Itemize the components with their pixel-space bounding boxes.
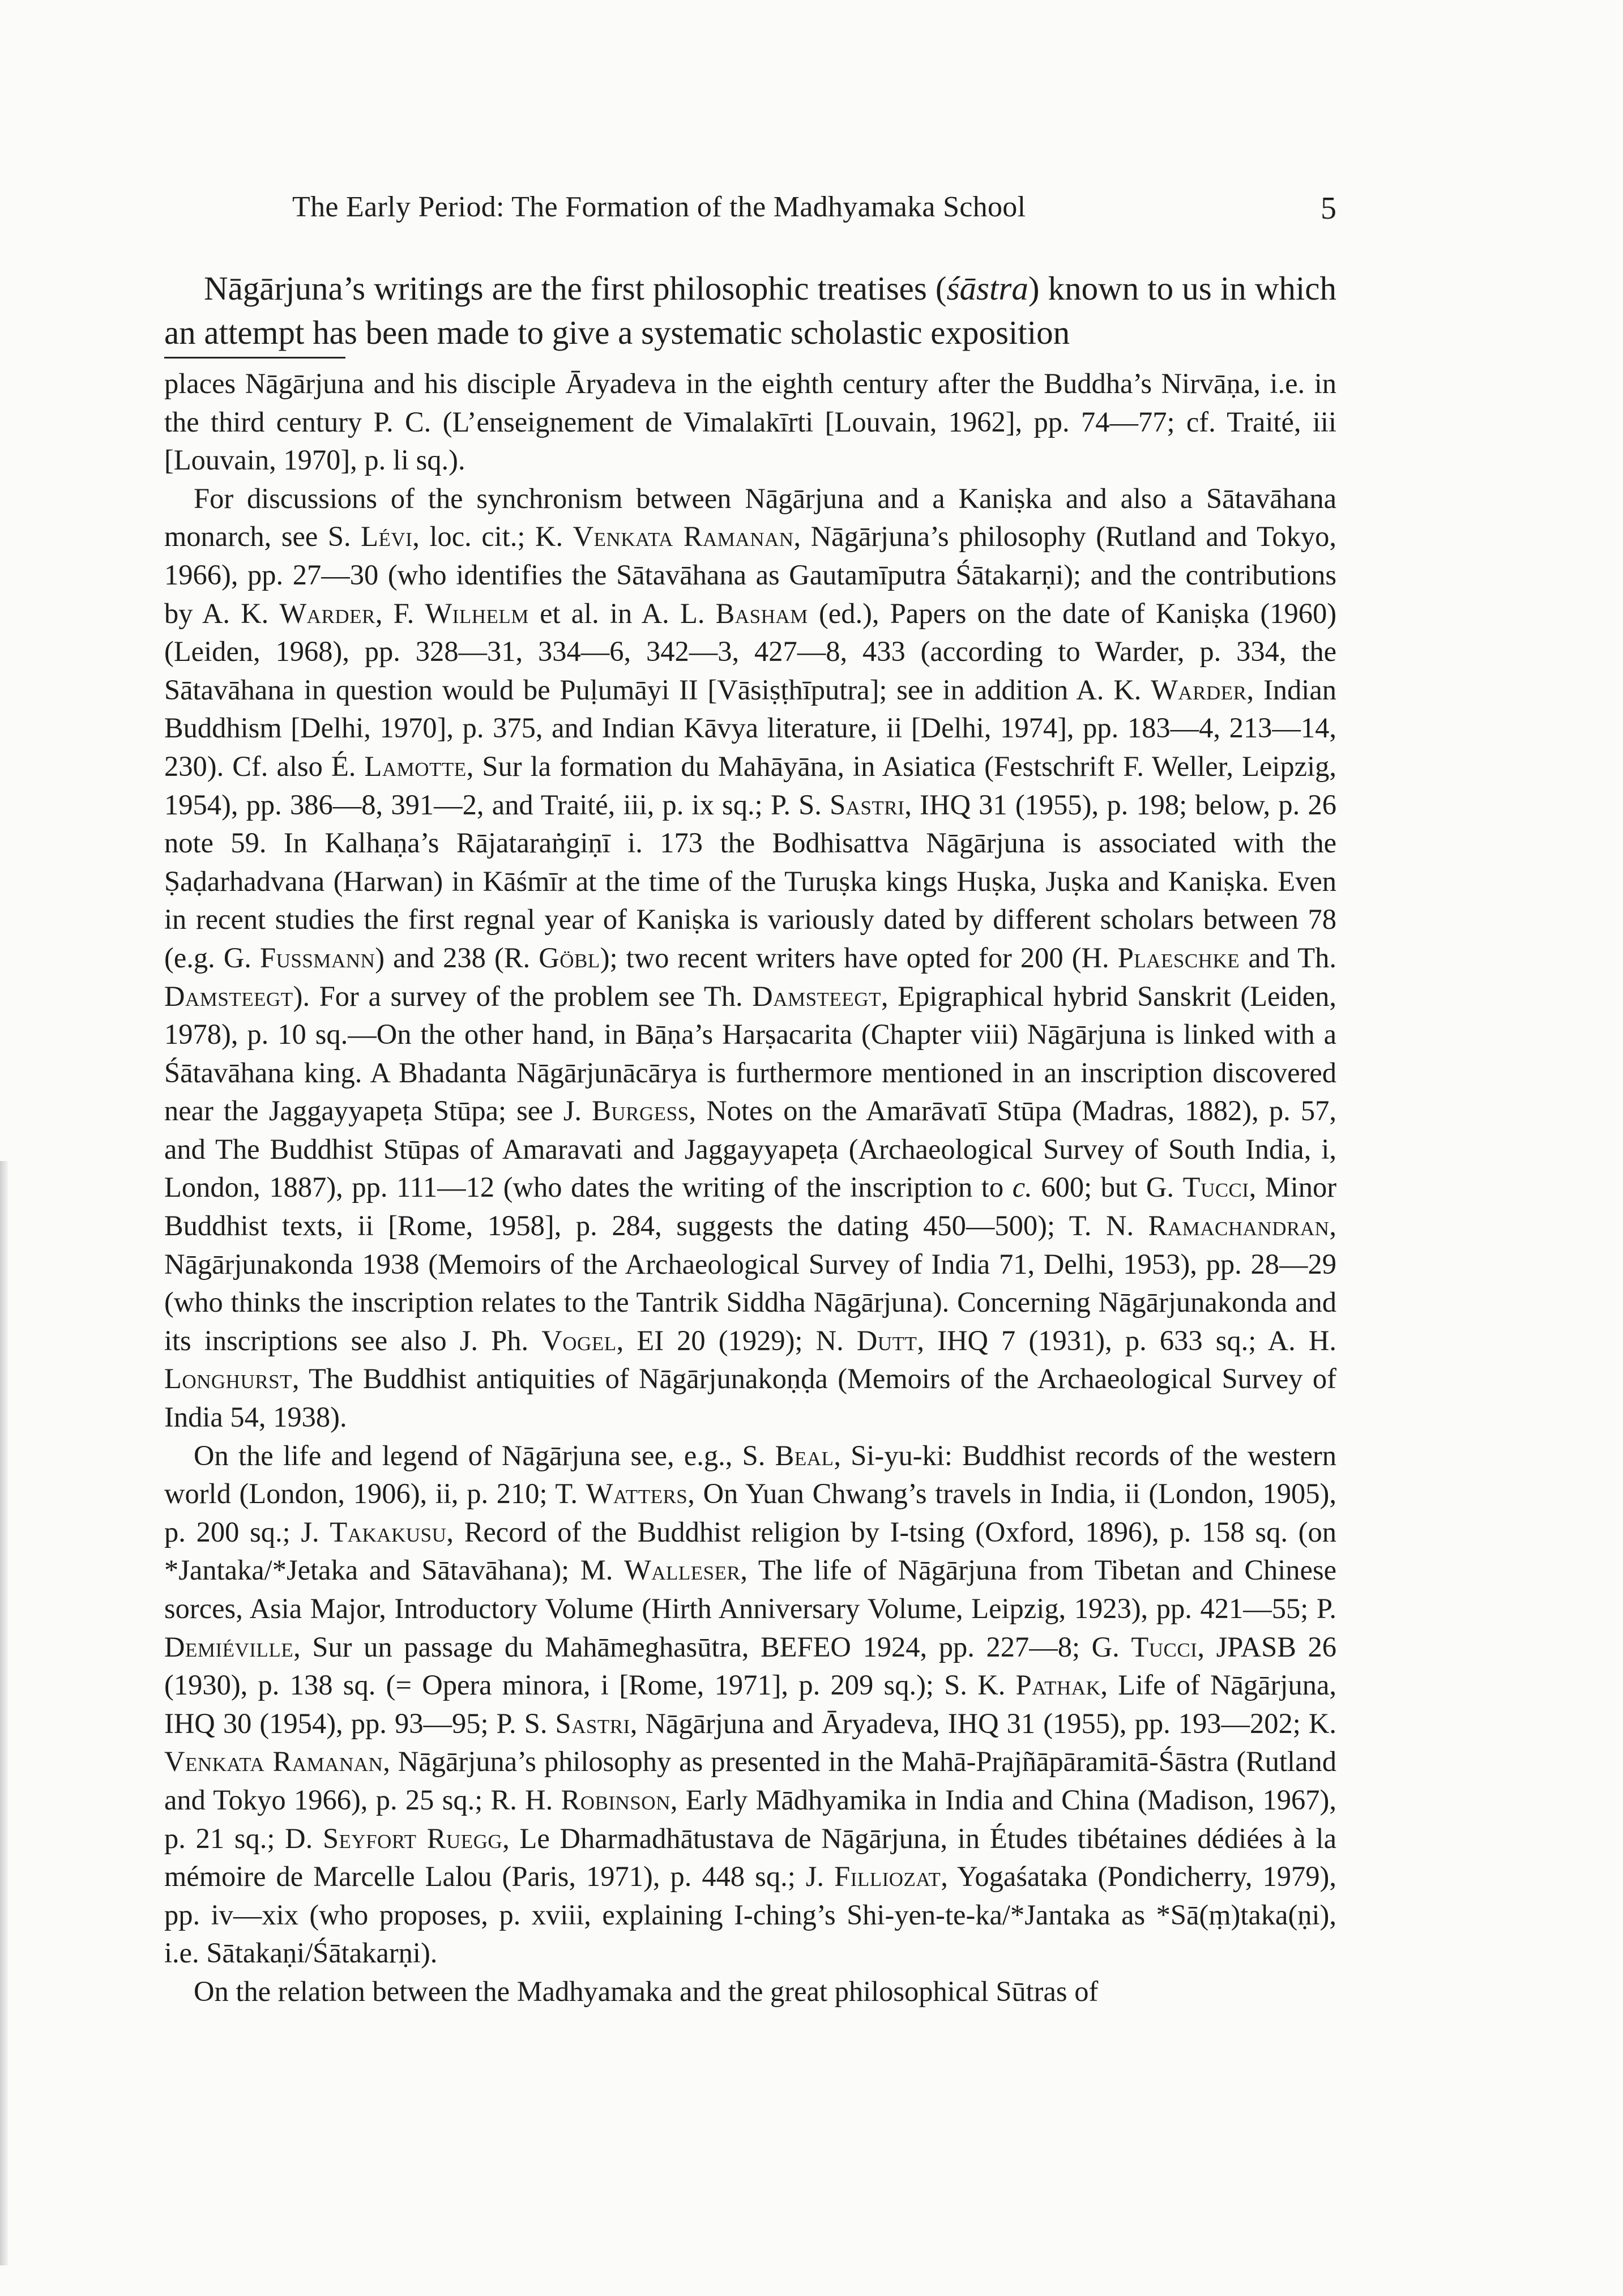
footnote-life-legend: On the life and legend of Nāgārjuna see, e.g., S. Beal, Si-yu-ki: Buddhist records of the western world (London, 1906), ii, p. 210; T. Watters, On Yuan Chwang’s travels in India, ii (London, 1905), p. 200 sq.; J. Takakusu, Record of the Buddhist religion by I-tsing (Oxford, 1896), p. 158 sq. (on *Jantaka/*Jetaka and Sātavāhana); M. Walleser, The life of Nāgārjuna from Tibetan and Chinese sorces, Asia Major, Introductory Volume (Hirth Anniversary Volume, Leipzig, 1923), pp. 421—55; P. Demiéville, Sur un passage du Mahāmeghasūtra, BEFEO 1924, pp. 227—8; G. Tucci, JPASB 26 (1930), p. 138 sq. (= Opera minora, i [Rome, 1971], p. 209 sq.); S. K. Pathak, Life of Nāgārjuna, IHQ 30 (1954), pp. 93—95; P. S. Sastri, Nāgārjuna and Āryadeva, IHQ 31 (1955), pp. 193—202; K. Venkata Ramanan, Nāgārjuna’s philosophy as presented in the Mahā-Prajñāpāramitā-Śāstra (Rutland and Tokyo 1966), p. 25 sq.; R. H. Robinson, Early Mādhyamika in India and China (Madison, 1967), p. 21 sq.; D. Seyfort Ruegg, Le Dharmadhātustava de Nāgārjuna, in Études tibétaines dédiées à la mémoire de Marcelle Lalou (Paris, 1971), p. 448 sq.; J. Filliozat, Yogaśataka (Pondicherry, 1979), pp. iv—xix (who proposes, p. xviii, explaining I-ching’s Shi-yen-te-ka/*Jantaka as *Sā(ṃ)taka(ṇi), i.e. Sātakaṇi/Śātakarṇi).	[164, 1439, 1337, 1969]
page-number: 5	[1321, 191, 1336, 226]
main-text	[164, 266, 1336, 355]
scan-edge-shadow	[0, 1161, 8, 2265]
running-title: The Early Period: The Formation of the Madhyamaka School	[292, 191, 1026, 223]
footnote-madhyamaka-sutras: On the relation between the Madhyamaka and the great philosophical Sūtras of	[194, 1975, 1099, 2007]
footnote-synchronism: For discussions of the synchronism between Nāgārjuna and a Kaniṣka and also a Sātavāhana monarch, see S. Lévi, loc. cit.; K. Venkata Ramanan, Nāgārjuna’s philosophy (Rutland and Tokyo, 1966), pp. 27—30 (who identifies the Sātavāhana as Gautamīputra Śātakarṇi); and the contributions by A. K. Warder, F. Wilhelm et al. in A. L. Basham (ed.), Papers on the date of Kaniṣka (1960) (Leiden, 1968), pp. 328—31, 334—6, 342—3, 427—8, 433 (according to Warder, p. 334, the Sātavāhana in question would be Puḷumāyi II [Vāsiṣṭhīputra]; see in addition A. K. Warder, Indian Buddhism [Delhi, 1970], p. 375, and Indian Kāvya literature, ii [Delhi, 1974], pp. 183—4, 213—14, 230). Cf. also É. Lamotte, Sur la formation du Mahāyāna, in Asiatica (Festschrift F. Weller, Leipzig, 1954), pp. 386—8, 391—2, and Traité, iii, p. ix sq.; P. S. Sastri, IHQ 31 (1955), p. 198; below, p. 26 note 59. In Kalhaṇa’s Rājataraṅgiṇī i. 173 the Bodhisattva Nāgārjuna is associated with the Ṣaḍarhadvana (Harwan) in Kāśmīr at the time of the Turuṣka kings Huṣka, Juṣka and Kaniṣka. Even in recent studies the first regnal year of Kaniṣka is variously dated by different scholars between 78 (e.g. G. Fussmann) and 238 (R. Göbl); two recent writers have opted for 200 (H. Plaeschke and Th. Damsteegt). For a survey of the problem see Th. Damsteegt, Epigraphical hybrid Sanskrit (Leiden, 1978), p. 10 sq.—On the other hand, in Bāṇa’s Harṣacarita (Chapter viii) Nāgārjuna is linked with a Śātavāhana king. A Bhadanta Nāgārjunācārya is furthermore mentioned in an inscription discovered near the Jaggayyapeṭa Stūpa; see J. Burgess, Notes on the Amarāvatī Stūpa (Madras, 1882), p. 57, and The Buddhist Stūpas of Amaravati and Jaggayyapeṭa (Archaeological Survey of South India, i, London, 1887), pp. 111—12 (who dates the writing of the inscription to c. 600; but G. Tucci, Minor Buddhist texts, ii [Rome, 1958], p. 284, suggests the dating 450—500); T. N. Ramachandran, Nāgārjunakonda 1938 (Memoirs of the Archaeological Survey of India 71, Delhi, 1953), pp. 28—29 (who thinks the inscription relates to the Tantrik Siddha Nāgārjuna). Concerning Nāgārjunakonda and its inscriptions see also J. Ph. Vogel, EI 20 (1929); N. Dutt, IHQ 7 (1931), p. 633 sq.; A. H. Longhurst, The Buddhist antiquities of Nāgārjunakoṇḍa (Memoirs of the Archaeological Survey of India 54, 1938).	[164, 482, 1337, 1433]
footnote-continuation: places Nāgārjuna and his disciple Āryadeva in the eighth century after the Buddha’s Nirvāṇa, i.e. in the third century P. C. (L’enseignement de Vimalakīrti [Louvain, 1962], pp. 74—77; cf. Traité, iii [Louvain, 1970], p. li sq.).	[164, 368, 1336, 476]
main-paragraph: Nāgārjuna’s writings are the first philosophic treatises (śāstra) known to us in which an attempt has been made to give a systematic scholastic exposition	[164, 270, 1336, 351]
footnotes	[164, 365, 1336, 2011]
footnote-rule	[164, 357, 345, 359]
page-header	[164, 190, 1336, 236]
